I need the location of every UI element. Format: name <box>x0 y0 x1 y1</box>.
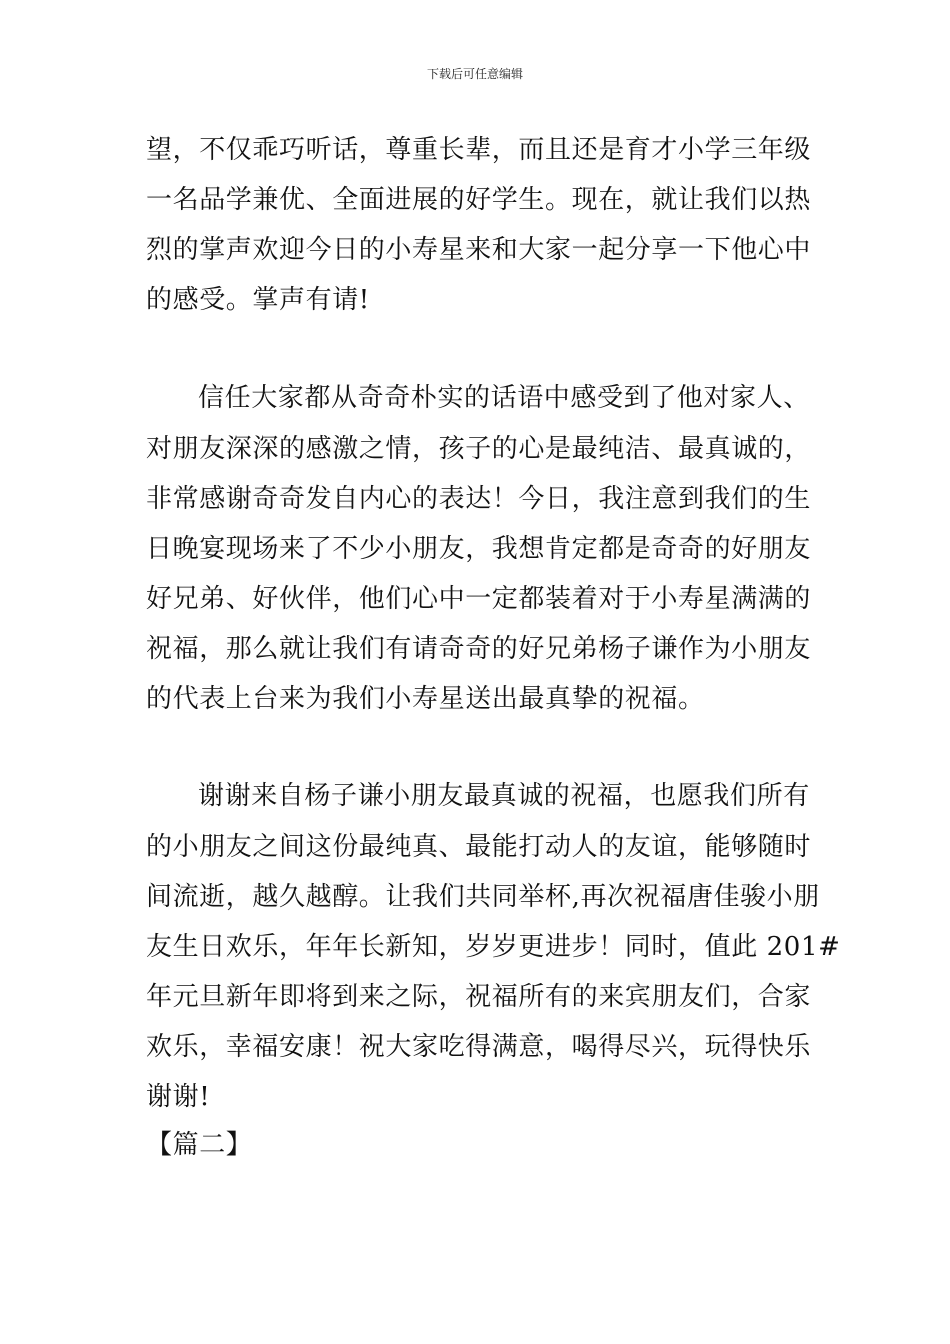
paragraph-2-line-4: 日晚宴现场来了不少小朋友，我想肯定都是奇奇的好朋友 <box>146 534 812 564</box>
paragraph-3-line-1: 谢谢来自杨子谦小朋友最真诚的祝福，也愿我们所有 <box>198 781 810 811</box>
paragraph-2-line-1: 信任大家都从奇奇朴实的话语中感受到了他对家人、 <box>198 383 810 413</box>
page-header: 下载后可任意编辑 <box>426 67 523 81</box>
paragraph-2-line-2: 对朋友深深的感激之情，孩子的心是最纯洁、最真诚的， <box>146 434 812 464</box>
paragraph-2-line-5: 好兄弟、好伙伴，他们心中一定都装着对于小寿星满满的 <box>146 584 812 614</box>
paragraph-3-line-2: 的小朋友之间这份最纯真、最能打动人的友谊，能够随时 <box>146 832 812 862</box>
paragraph-1-line-4: 的感受。掌声有请! <box>146 285 370 315</box>
paragraph-3-line-5: 年元旦新年即将到来之际，祝福所有的来宾朋友们，合家 <box>146 982 812 1012</box>
paragraph-1-line-3: 烈的掌声欢迎今日的小寿星来和大家一起分享一下他心中 <box>146 235 812 265</box>
paragraph-1-line-1: 望，不仅乖巧听话，尊重长辈，而且还是育才小学三年级 <box>146 135 812 165</box>
section-heading: 【篇二】 <box>146 1130 253 1160</box>
paragraph-3-line-3: 间流逝，越久越醇。让我们共同举杯,再次祝福唐佳骏小朋 <box>146 882 820 912</box>
paragraph-3-line-6: 欢乐，幸福安康！祝大家吃得满意，喝得尽兴，玩得快乐 <box>146 1032 812 1062</box>
paragraph-2-line-7: 的代表上台来为我们小寿星送出最真挚的祝福。 <box>146 684 705 714</box>
paragraph-2-line-6: 祝福，那么就让我们有请奇奇的好兄弟杨子谦作为小朋友 <box>146 634 812 664</box>
paragraph-2-line-3: 非常感谢奇奇发自内心的表达！今日，我注意到我们的生 <box>146 484 812 514</box>
paragraph-3-line-4: 友生日欢乐，年年长新知，岁岁更进步！同时，值此 201# <box>146 932 841 962</box>
paragraph-3-line-7: 谢谢! <box>146 1082 211 1112</box>
paragraph-1-line-2: 一名品学兼优、全面进展的好学生。现在，就让我们以热 <box>146 185 812 215</box>
